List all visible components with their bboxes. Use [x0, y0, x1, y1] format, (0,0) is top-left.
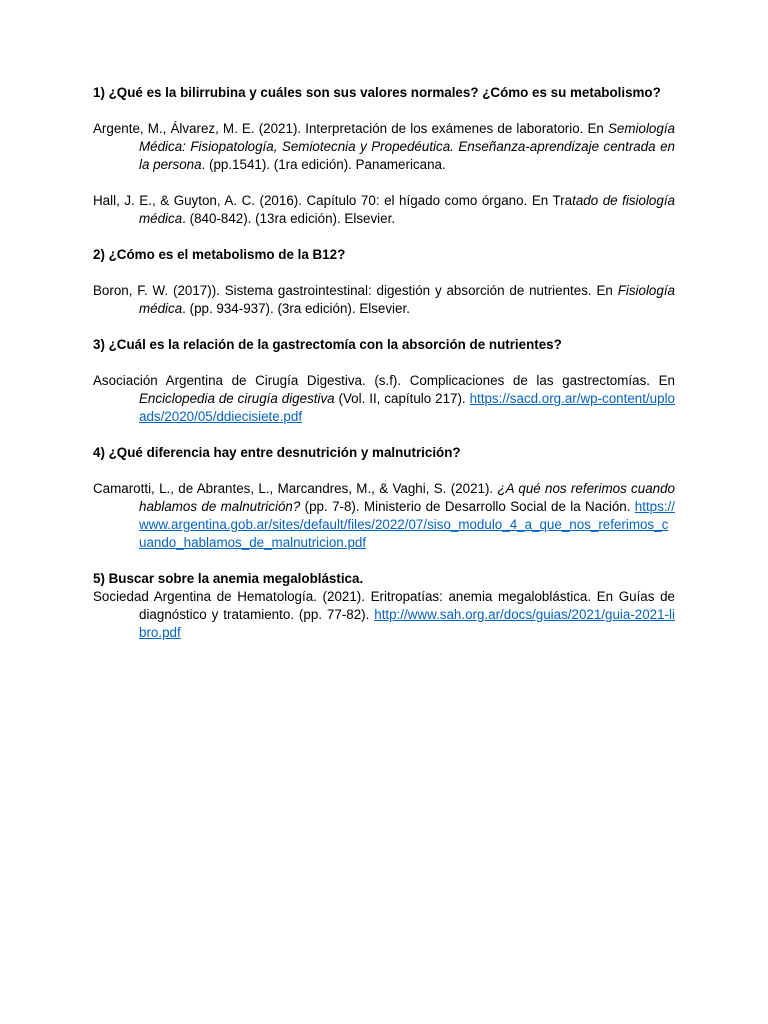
reference-argente — [93, 120, 675, 174]
reference-title: ¿A qué nos referimos cuando hablamos de malnutrición? — [139, 481, 675, 514]
reference-text: . (pp. 934-937). (3ra edición). Elsevier. — [182, 301, 410, 316]
question-5-heading: 5) Buscar sobre la anemia megaloblástica. — [93, 571, 364, 586]
reference-sah — [93, 588, 675, 642]
question-3-heading: 3) ¿Cuál es la relación de la gastrectomía con la absorción de nutrientes? — [93, 337, 562, 352]
reference-text: Camarotti, L., de Abrantes, L., Marcandres, M., & Vaghi, S. (2021). — [93, 481, 498, 496]
reference-link[interactable]: https://www.argentina.gob.ar/sites/default/files/2022/07/siso_modulo_4_a_que_nos_referimos_cuando_hablamos_de_malnutricion.pdf — [139, 499, 675, 550]
question-2-heading: 2) ¿Cómo es el metabolismo de la B12? — [93, 247, 346, 262]
reference-text: (pp. 7-8). Ministerio de Desarrollo Social de la Nación. — [300, 499, 635, 514]
reference-text: . (pp.1541). (1ra edición). Panamericana. — [201, 157, 446, 172]
reference-text: Hall, J. E., & Guyton, A. C. (2016). Capítulo 70: el hígado como órgano. En Tra — [93, 193, 573, 208]
question-1-heading: 1) ¿Qué es la bilirrubina y cuáles son sus valores normales? ¿Cómo es su metabolismo? — [93, 85, 661, 100]
reference-sacd — [93, 372, 675, 426]
reference-title: tado de fisiología médica — [139, 193, 675, 226]
reference-text: Boron, F. W. (2017)). Sistema gastrointestinal: digestión y absorción de nutrientes. En — [93, 283, 618, 298]
reference-title: Enciclopedia de cirugía digestiva — [139, 391, 335, 406]
reference-link[interactable]: http://www.sah.org.ar/docs/guias/2021/guia-2021-libro.pdf — [139, 607, 675, 640]
reference-text: . (840-842). (13ra edición). Elsevier. — [182, 211, 396, 226]
reference-title: Fisiología médica — [139, 283, 675, 316]
reference-title: Semiología Médica: Fisiopatología, Semiotecnia y Propedéutica. Enseñanza-aprendizaje centrada en la persona — [139, 121, 675, 172]
question-4-heading: 4) ¿Qué diferencia hay entre desnutrición y malnutrición? — [93, 445, 461, 460]
reference-camarotti — [93, 480, 675, 552]
reference-link[interactable]: https://sacd.org.ar/wp-content/uploads/2020/05/ddiecisiete.pdf — [139, 391, 675, 424]
reference-boron — [93, 282, 675, 318]
reference-text: Sociedad Argentina de Hematología. (2021). Eritropatías: anemia megaloblástica. En Guías de diagnóstico y tratamiento. (pp. 77-82). — [93, 589, 675, 622]
reference-text: (Vol. II, capítulo 217). — [334, 391, 470, 406]
references-document — [93, 84, 675, 642]
reference-hall-guyton — [93, 192, 675, 228]
reference-text: Asociación Argentina de Cirugía Digestiva. (s.f). Complicaciones de las gastrectomías. En — [93, 373, 675, 388]
reference-text: Argente, M., Álvarez, M. E. (2021). Interpretación de los exámenes de laboratorio. En — [93, 121, 608, 136]
